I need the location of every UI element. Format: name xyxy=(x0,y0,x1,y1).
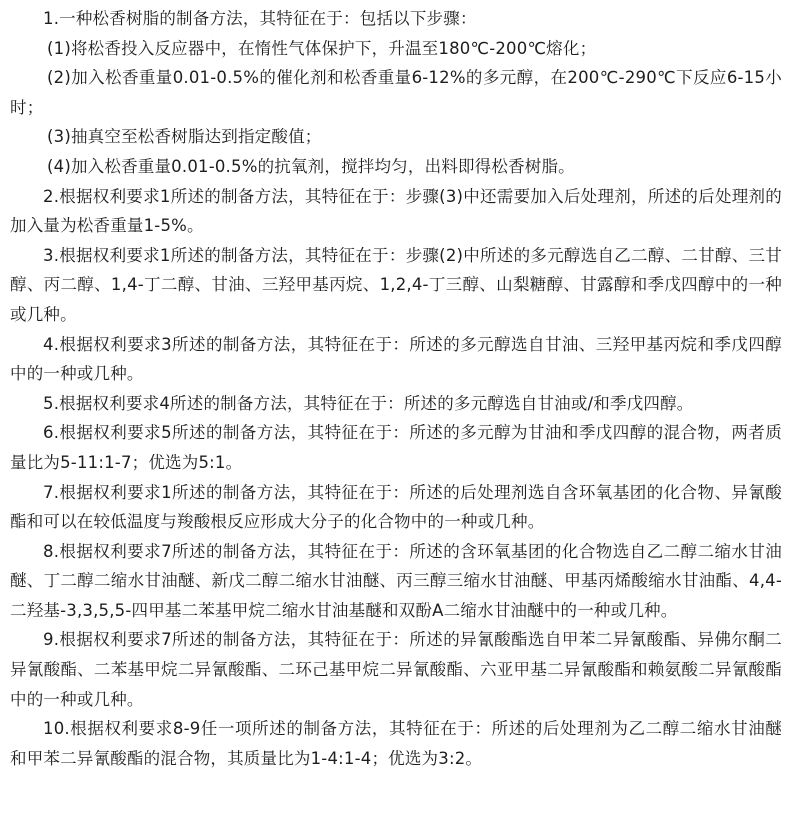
claim-2: 2.根据权利要求1所述的制备方法，其特征在于：步骤(3)中还需要加入后处理剂，所述的后处理剂的加入量为松香重量1-5%。 xyxy=(10,186,782,236)
claim-9: 9.根据权利要求7所述的制备方法，其特征在于：所述的异氰酸酯选自甲苯二异氰酸酯、异佛尔酮二异氰酸酯、二苯基甲烷二异氰酸酯、二环己基甲烷二异氰酸酯、六亚甲基二异氰酸酯和赖氨酸二异氰酸酯中的一种或几种。 xyxy=(10,630,782,709)
claim-1-step-3: (3)抽真空至松香树脂达到指定酸值； xyxy=(47,127,322,147)
claim-6: 6.根据权利要求5所述的制备方法，其特征在于：所述的多元醇为甘油和季戊四醇的混合物，两者质量比为5-11:1-7；优选为5:1。 xyxy=(10,423,782,472)
claim-8: 8.根据权利要求7所述的制备方法，其特征在于：所述的含环氧基团的化合物选自乙二醇二缩水甘油醚、丁二醇二缩水甘油醚、新戊二醇二缩水甘油醚、丙三醇三缩水甘油醚、甲基丙烯酸缩水甘油酯、4,4-二羟基-3,3,5,5-四甲基二苯基甲烷二缩水甘油基醚和双酚A二缩水甘油醚中的一种或几种。 xyxy=(10,541,782,620)
claim-5: 5.根据权利要求4所述的制备方法，其特征在于：所述的多元醇选自甘油或/和季戊四醇。 xyxy=(43,393,694,413)
claim-7: 7.根据权利要求1所述的制备方法，其特征在于：所述的后处理剂选自含环氧基团的化合物、异氰酸酯和可以在较低温度与羧酸根反应形成大分子的化合物中的一种或几种。 xyxy=(10,482,782,532)
claim-1-step-1: (1)将松香投入反应器中，在惰性气体保护下，升温至180℃-200℃熔化； xyxy=(47,38,597,58)
claim-10: 10.根据权利要求8-9任一项所述的制备方法，其特征在于：所述的后处理剂为乙二醇二缩水甘油醚和甲苯二异氰酸酯的混合物，其质量比为1-4:1-4；优选为3:2。 xyxy=(10,719,782,768)
claim-4: 4.根据权利要求3所述的制备方法，其特征在于：所述的多元醇选自甘油、三羟甲基丙烷和季戊四醇中的一种或几种。 xyxy=(10,334,782,384)
claim-1: 1.一种松香树脂的制备方法，其特征在于：包括以下步骤： xyxy=(43,9,477,28)
claim-1-step-2: (2)加入松香重量0.01-0.5%的催化剂和松香重量6-12%的多元醇，在200℃-290℃下反应6-15小时； xyxy=(10,68,782,117)
claim-1-step-4: (4)加入松香重量0.01-0.5%的抗氧剂，搅拌均匀，出料即得松香树脂。 xyxy=(47,156,575,176)
claim-3: 3.根据权利要求1所述的制备方法，其特征在于：步骤(2)中所述的多元醇选自乙二醇、二甘醇、三甘醇、丙二醇、1,4-丁二醇、甘油、三羟甲基丙烷、1,2,4-丁三醇、山梨糖醇、甘露醇和季戊四醇中的一种或几种。 xyxy=(10,245,782,324)
